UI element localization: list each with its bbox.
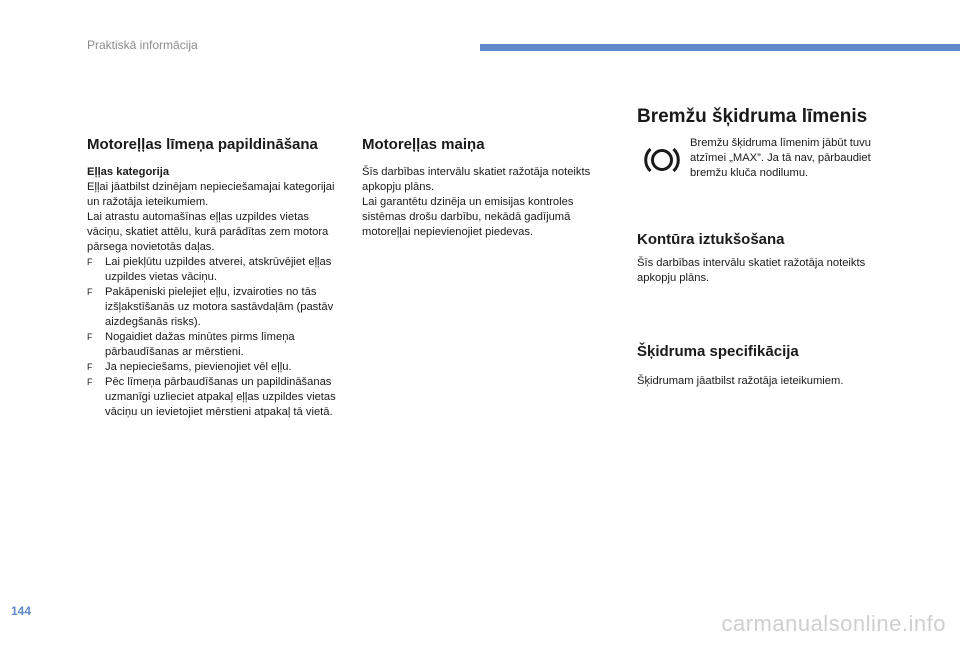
page-number: 144 — [11, 604, 32, 618]
brake-warning-icon — [644, 145, 680, 175]
bullet-mark-icon: F — [87, 287, 93, 297]
circuit-drain-title: Kontūra iztukšošana — [637, 231, 785, 248]
oil-bullet-text: Nogaidiet dažas minūtes pirms līmeņa pārbaudīšanas ar mērstieni. — [105, 331, 295, 358]
oil-para-1: Eļļai jāatbilst dzinējam nepieciešamajai kategorijai un ražotāja ieteikumiem. — [87, 181, 335, 208]
brake-level-text: Bremžu šķidruma līmenim jābūt tuvu atzīmei „MAX”. Ja tā nav, pārbaudiet bremžu kluča nodilumu. — [690, 137, 871, 179]
fluid-spec-title: Šķidruma specifikācija — [637, 343, 799, 360]
oil-bullet-2 — [87, 285, 339, 330]
oil-bullet-1 — [87, 255, 339, 285]
oil-topup-body — [87, 165, 339, 420]
watermark: carmanualsonline.info — [721, 611, 946, 636]
oil-bullet-text: Ja nepieciešams, pievienojiet vēl eļļu. — [105, 361, 292, 373]
oil-bullet-text: Pēc līmeņa pārbaudīšanas un papildināšanas uzmanīgi uzlieciet atpakaļ eļļas uzpildes vietas vāciņu un ievietojiet mērstieni atpakaļ tā vietā. — [105, 376, 336, 418]
oil-para-2: Lai atrastu automašīnas eļļas uzpildes vietas vāciņu, skatiet attēlu, kurā parādītas zem motora pārsega novietotās daļas. — [87, 211, 329, 253]
oil-bullet-3 — [87, 330, 339, 360]
oil-bullet-5 — [87, 375, 339, 420]
oil-change-para-1: Šīs darbības intervālu skatiet ražotāja noteikts apkopju plāns. — [362, 166, 591, 193]
bullet-mark-icon: F — [87, 257, 93, 267]
oil-bullet-text: Pakāpeniski pielejiet eļļu, izvairoties no tās izšļakstīšanās uz motora sastāvdaļām (pastāv aizdegšanās risks). — [105, 286, 334, 328]
bullet-mark-icon: F — [87, 377, 93, 387]
header-accent-bar — [480, 44, 960, 51]
header-section-label: Praktiskā informācija — [87, 38, 198, 52]
oil-change-title: Motoreļļas maiņa — [362, 136, 485, 153]
oil-change-para-2: Lai garantētu dzinēja un emisijas kontroles sistēmas drošu darbību, nekādā gadījumā motoreļļai nepievienojiet piedevas. — [362, 196, 574, 238]
oil-bullet-text: Lai piekļūtu uzpildes atverei, atskrūvējiet eļļas uzpildes vietas vāciņu. — [105, 256, 332, 283]
oil-change-body — [362, 165, 612, 240]
bullet-mark-icon: F — [87, 332, 93, 342]
bullet-mark-icon: F — [87, 362, 93, 372]
brake-fluid-title: Bremžu šķidruma līmenis — [637, 106, 868, 127]
fluid-spec-text: Šķidrumam jāatbilst ražotāja ieteikumiem. — [637, 375, 844, 387]
oil-category-subhead: Eļļas kategorija — [87, 166, 170, 178]
oil-topup-title: Motoreļļas līmeņa papildināšana — [87, 136, 318, 153]
oil-bullet-4 — [87, 360, 339, 375]
circuit-drain-text: Šīs darbības intervālu skatiet ražotāja noteikts apkopju plāns. — [637, 257, 866, 284]
